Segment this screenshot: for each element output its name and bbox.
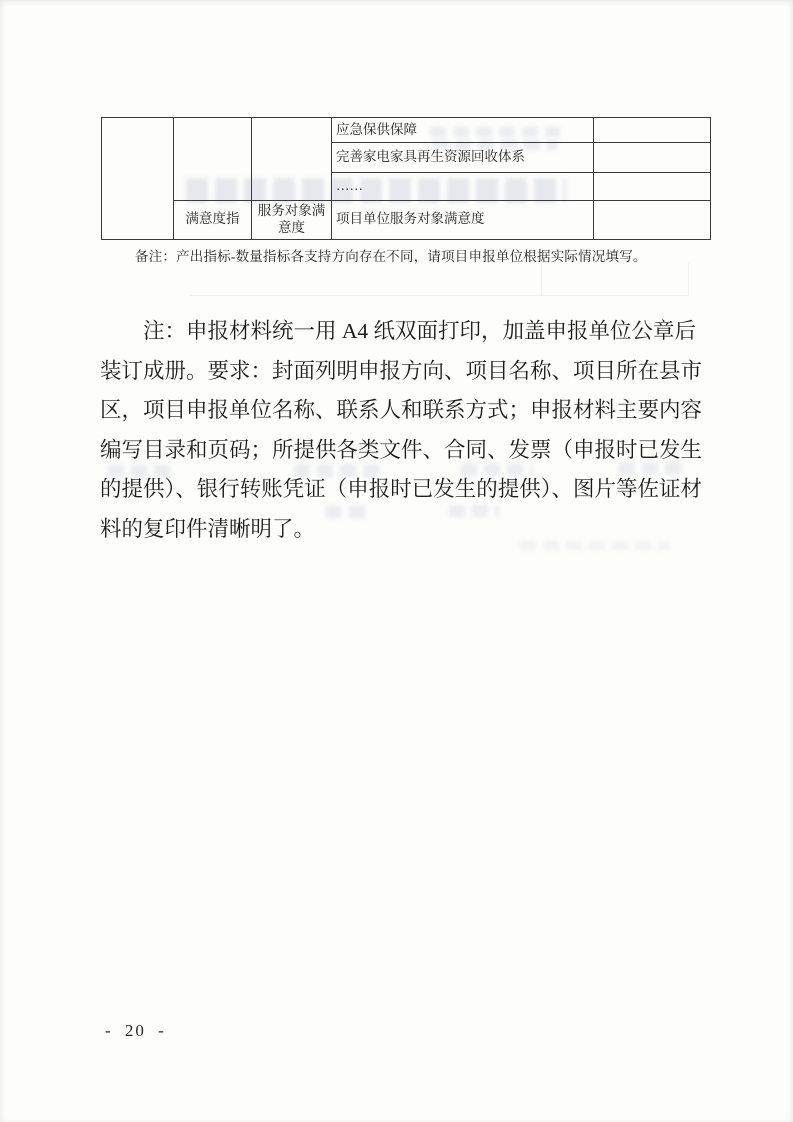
bleedthrough-gridline (688, 263, 689, 296)
table-cell-value (594, 201, 711, 240)
performance-indicator-table (101, 117, 711, 240)
table-cell-left-merged (102, 118, 174, 240)
body-line: 注：申报材料统一用 A4 纸双面打印，加盖申报单位公章后 (143, 319, 697, 343)
table-cell-indicator: 完善家电家具再生资源回收体系 (332, 143, 594, 173)
body-line: 装订成册。要求：封面列明申报方向、项目名称、项目所在县市 (100, 358, 703, 383)
bleedthrough-gridline (541, 263, 542, 296)
table-cell-indicator: …… (332, 173, 594, 201)
page-number: - 20 - (105, 1021, 166, 1040)
bleedthrough-gridline (190, 295, 688, 296)
body-paragraph (100, 312, 703, 549)
table-cell-value (594, 143, 711, 173)
table-cell-category-merged (174, 118, 252, 201)
table-remark: 备注：产出指标-数量指标各支持方向存在不同，请项目申报单位根据实际情况填写。 (135, 249, 647, 264)
table-row (102, 118, 711, 143)
table-row (102, 201, 711, 240)
table-cell-indicator: 项目单位服务对象满意度 (332, 201, 594, 240)
table-cell-indicator: 应急保供保障 (332, 118, 594, 143)
table-cell-value (594, 173, 711, 201)
table-cell-category: 满意度指 (174, 201, 252, 240)
body-line: 编写目录和页码；所提供各类文件、合同、发票（申报时已发生 (100, 437, 703, 462)
table-cell-subcategory: 服务对象满意度 (252, 201, 332, 240)
body-line: 区，项目申报单位名称、联系人和联系方式；申报材料主要内容 (100, 398, 703, 422)
table-cell-subcategory-merged (252, 118, 332, 201)
body-line: 的提供）、银行转账凭证（申报时已发生的提供）、图片等佐证材 (100, 477, 703, 501)
body-line: 料的复印件清晰明了。 (100, 516, 316, 541)
table-cell-value (594, 118, 711, 143)
